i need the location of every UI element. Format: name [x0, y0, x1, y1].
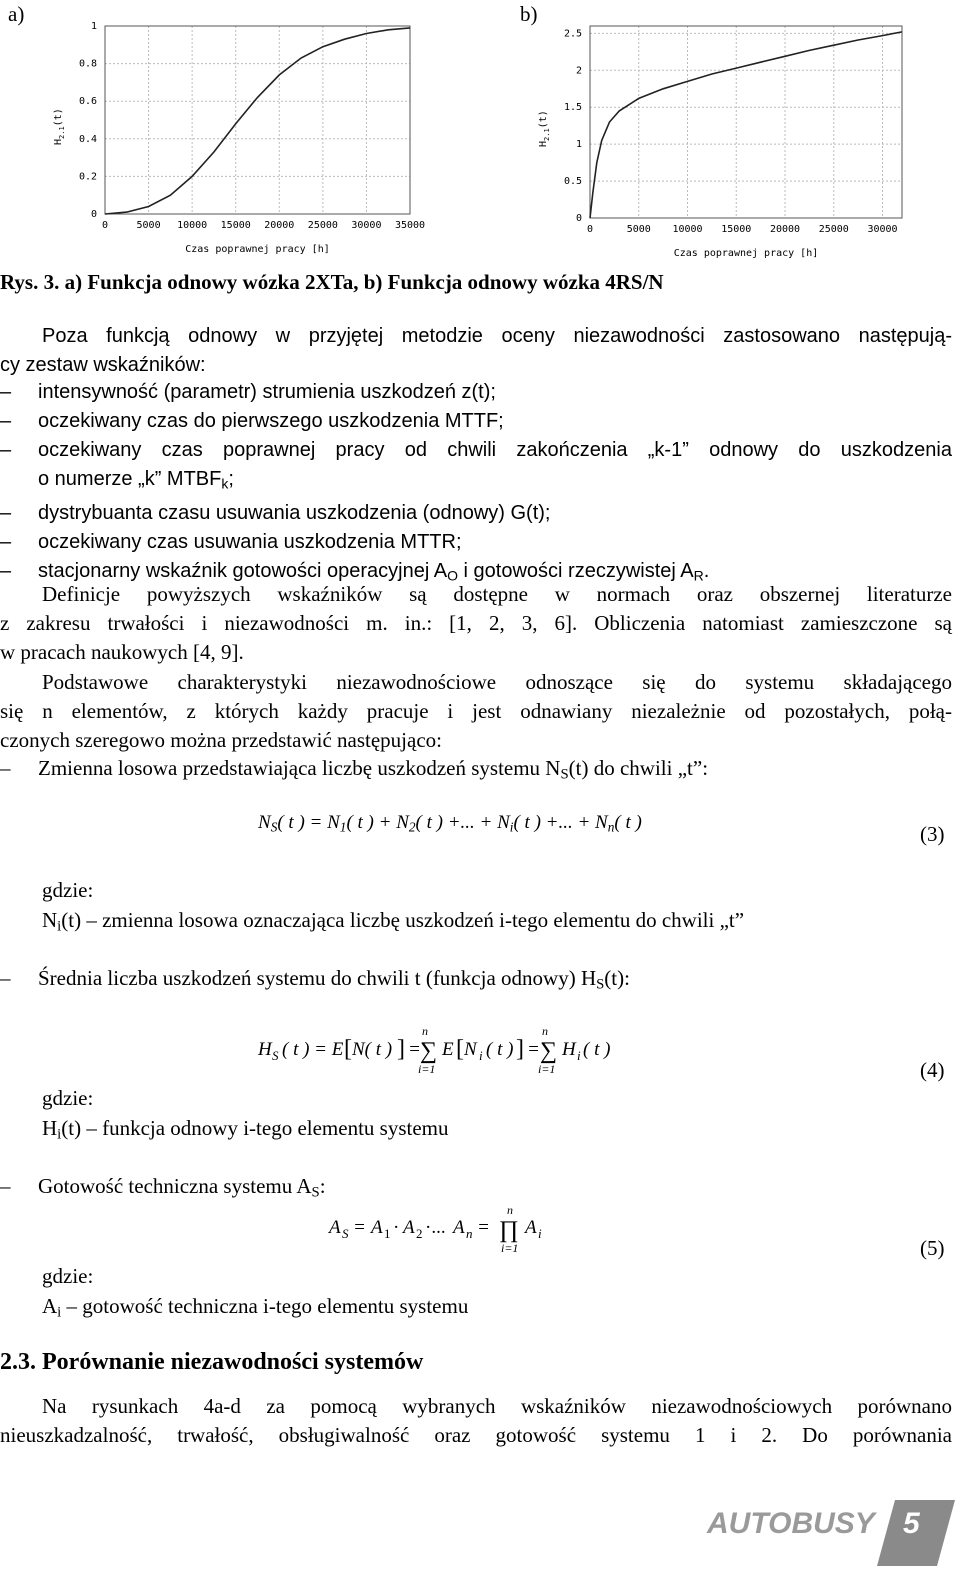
svg-text:A: A: [329, 1217, 341, 1238]
paragraph-3-line-2: się n elementów, z których każdy pracuje i jest odnawiany niezależnie od pozostałych, połą-: [0, 699, 952, 723]
subscript: S: [560, 766, 569, 783]
subscript: i: [57, 1304, 62, 1321]
paragraph-1-line-2: cy zestaw wskaźników:: [0, 354, 206, 376]
list-dash: –: [0, 530, 12, 553]
list-item: [0, 407, 952, 436]
svg-text:=: =: [527, 1039, 540, 1060]
list-item: [0, 499, 952, 528]
svg-text:∏: ∏: [499, 1217, 519, 1243]
list-dash: –: [0, 410, 12, 432]
definition-text: H: [42, 1116, 58, 1140]
x-tick-label: 10000: [177, 220, 208, 231]
list-item-text: i gotowości rzeczywistej A: [457, 559, 694, 582]
y-tick-label: 0.5: [563, 176, 582, 188]
definition-text: – gotowość techniczna i-tego elementu systemu: [61, 1294, 469, 1318]
figure-label-b: b): [520, 2, 538, 26]
svg-text:S: S: [342, 1226, 349, 1241]
definition-ai: [42, 1292, 468, 1328]
plot-frame: [590, 26, 902, 218]
list-item: [0, 436, 952, 465]
svg-text:N( t ): N( t ): [352, 1039, 393, 1060]
x-tick-label: 5000: [136, 220, 161, 231]
x-tick-label: 30000: [351, 220, 382, 231]
svg-text:1: 1: [384, 1226, 391, 1241]
subscript: i: [57, 1126, 62, 1143]
svg-text:E: E: [442, 1039, 454, 1060]
where-label: gdzie:: [42, 1086, 94, 1110]
series-line: [105, 28, 410, 214]
subscript: i: [57, 918, 62, 935]
equation-3-number: (3): [920, 822, 945, 846]
svg-text:n: n: [466, 1226, 473, 1241]
x-tick-label: 20000: [264, 220, 295, 231]
svg-text:( t ) = E: ( t ) = E: [282, 1039, 344, 1060]
paragraph-4-line-2: nieuszkadzalność, trwałość, obsługiwalność oraz gotowość systemu 1 i 2. Do porównania: [0, 1423, 952, 1447]
x-tick-label: 0: [101, 220, 109, 231]
plot-frame: [105, 26, 410, 214]
svg-text:A: A: [453, 1217, 465, 1238]
definition-hi: [42, 1114, 449, 1150]
svg-text:]: ]: [397, 1036, 405, 1062]
list-dash: –: [0, 966, 11, 990]
chart-a: [40, 18, 426, 266]
where-label: gdzie:: [42, 878, 94, 902]
list-item-text: intensywność (parametr) strumienia uszkodzeń z(t);: [38, 381, 496, 403]
list-dash: –: [0, 501, 12, 524]
x-tick-label: 5000: [626, 224, 651, 235]
bullet-text: Zmienna losowa przedstawiająca liczbę uszkodzeń systemu N: [38, 756, 561, 780]
svg-text:i=1: i=1: [538, 1062, 556, 1076]
list-item-text: oczekiwany czas poprawnej pracy od chwili zakończenia „k-1” odnowy do uszkodzenia: [38, 439, 952, 461]
svg-text:i: i: [479, 1048, 483, 1063]
section-heading: 2.3. Porównanie niezawodności systemów: [0, 1349, 424, 1375]
x-tick-label: 0: [586, 224, 594, 235]
definition-text: (t) – zmienna losowa oznaczająca liczbę uszkodzeń i-tego elementu do chwili „t”: [61, 908, 745, 932]
definition-ni: [42, 906, 744, 942]
paragraph-4-line-1: Na rysunkach 4a-d za pomocą wybranych wskaźników niezawodnościowych porównano: [42, 1394, 952, 1418]
indicator-list: [0, 378, 952, 590]
y-tick-label: 1: [90, 21, 97, 32]
bullet-text: :: [319, 1174, 326, 1198]
where-label: gdzie:: [42, 1264, 94, 1288]
svg-text:H: H: [562, 1039, 576, 1060]
svg-text:N: N: [464, 1039, 477, 1060]
y-tick-label: 2.5: [563, 28, 582, 40]
figure-label-a: a): [8, 2, 25, 26]
subscript: O: [447, 567, 458, 583]
subscript: k: [221, 475, 229, 492]
figure-caption: Rys. 3. a) Funkcja odnowy wózka 2XTa, b) Funkcja odnowy wózka 4RS/N: [0, 270, 664, 294]
list-item-text: stacjonarny wskaźnik gotowości operacyjnej A: [38, 559, 448, 582]
brand-text: AUTOBUSY: [707, 1507, 875, 1540]
paragraph-1-line-1: Poza funkcją odnowy w przyjętej metodzie oceny niezawodności zastosowano następują-: [42, 325, 952, 347]
svg-text:A: A: [525, 1217, 537, 1238]
list-item: [0, 528, 952, 557]
definition-text: N: [42, 908, 58, 932]
svg-text:n: n: [507, 1203, 513, 1217]
bullet-text: (t):: [604, 966, 630, 990]
bullet-hs: [0, 964, 630, 1000]
x-axis-label: Czas poprawnej pracy [h]: [185, 244, 330, 255]
svg-text:·: ·: [393, 1217, 400, 1238]
paragraph-4: [0, 1392, 952, 1450]
subscript: S: [596, 976, 605, 993]
subscript: S: [311, 1184, 320, 1201]
list-item-text: o numerze „k” MTBF: [38, 468, 222, 490]
paragraph-2-line-3: w pracach naukowych [4, 9].: [0, 640, 244, 664]
paragraph-2-line-1: Definicje powyższych wskaźników są dostępne w normach oraz obszernej literaturze: [42, 582, 952, 606]
y-tick-label: 1: [575, 139, 582, 151]
svg-text:H: H: [258, 1039, 272, 1060]
svg-text:[: [: [344, 1036, 352, 1062]
bullet-text: (t) do chwili „t”:: [568, 756, 709, 780]
svg-text:i=1: i=1: [418, 1062, 436, 1076]
y-axis-label: $H_{2.1}(t)$: [538, 110, 551, 147]
x-tick-label: 35000: [394, 220, 426, 231]
x-tick-label: 20000: [769, 224, 801, 235]
equation-3: $N_S$( t ) = $N_1$( t ) + $N_2$( t ) +... + $N_i$( t ) +... + $N_n$( t ): [258, 812, 642, 835]
list-item-text: oczekiwany czas do pierwszego uszkodzenia MTTF;: [38, 410, 504, 432]
svg-text:]: ]: [516, 1036, 524, 1062]
list-item-text: .: [703, 559, 710, 582]
svg-text:A: A: [371, 1217, 383, 1238]
paragraph-2: [0, 580, 952, 667]
bullet-text: Średnia liczba uszkodzeń systemu do chwili t (funkcja odnowy) H: [38, 966, 597, 990]
svg-text:=: =: [477, 1217, 490, 1238]
x-tick-label: 25000: [818, 224, 849, 235]
equation-5: [325, 1200, 585, 1260]
x-tick-label: 15000: [721, 224, 752, 235]
chart-b: [525, 18, 910, 266]
x-tick-label: 30000: [867, 224, 898, 235]
svg-text:∑: ∑: [420, 1038, 438, 1064]
series-line: [590, 32, 902, 218]
svg-text:[: [: [456, 1036, 464, 1062]
y-tick-label: 2: [575, 65, 582, 77]
list-dash: –: [0, 381, 12, 403]
definition-text: (t) – funkcja odnowy i-tego elementu systemu: [61, 1116, 449, 1140]
definition-text: A: [42, 1294, 58, 1318]
x-axis-label: Czas poprawnej pracy [h]: [673, 248, 819, 259]
svg-text:n: n: [542, 1024, 548, 1038]
list-item-text: ;: [228, 468, 234, 490]
y-tick-label: 0.8: [78, 58, 97, 70]
svg-text:i: i: [538, 1226, 542, 1241]
page-number: 5: [903, 1507, 920, 1540]
svg-text:n: n: [422, 1024, 428, 1038]
subscript: R: [693, 567, 704, 583]
autobusy-logo: [705, 1500, 955, 1566]
x-tick-label: 15000: [220, 220, 251, 231]
list-dash: –: [0, 1174, 11, 1198]
svg-text:i=1: i=1: [501, 1241, 519, 1255]
paragraph-3-line-3: czonych szeregowo można przedstawić następująco:: [0, 728, 442, 752]
svg-text:2: 2: [416, 1226, 423, 1241]
svg-text:=: =: [353, 1217, 366, 1238]
y-tick-label: 1.5: [563, 102, 582, 114]
list-dash: –: [0, 439, 12, 461]
paragraph-2-line-2: z zakresu trwałości i niezawodności m. in.: [1, 2, 3, 6]. Obliczenia natomiast zamieszczone są: [0, 611, 952, 635]
svg-text:A: A: [403, 1217, 415, 1238]
equation-4-number: (4): [920, 1058, 945, 1082]
y-tick-label: 0.6: [78, 96, 97, 108]
footer-logo: [705, 1500, 955, 1566]
bullet-as: [0, 1172, 326, 1208]
list-item: [0, 378, 952, 407]
list-dash: –: [0, 559, 12, 582]
x-tick-label: 10000: [672, 224, 703, 235]
y-tick-label: 0.2: [78, 171, 97, 183]
svg-text:( t ): ( t ): [583, 1039, 611, 1060]
svg-text:i: i: [577, 1048, 581, 1063]
paragraph-3: [0, 668, 952, 755]
list-item-text: dystrybuanta czasu usuwania uszkodzenia (odnowy) G(t);: [38, 501, 551, 524]
paragraph-1: [0, 322, 952, 380]
list-dash: –: [0, 756, 11, 780]
svg-text:( t ): ( t ): [486, 1039, 514, 1060]
y-tick-label: 0.4: [78, 133, 97, 145]
bullet-ns: [0, 754, 708, 790]
y-tick-label: 0: [90, 209, 97, 220]
equation-5-number: (5): [920, 1236, 945, 1260]
svg-text:·...: ·...: [425, 1217, 446, 1238]
svg-text:S: S: [272, 1048, 279, 1063]
equation-4: [250, 1020, 630, 1080]
bullet-text: Gotowość techniczna systemu A: [38, 1174, 312, 1198]
paragraph-3-line-1: Podstawowe charakterystyki niezawodnościowe odnoszące się do systemu składającego: [42, 670, 952, 694]
y-axis-label: $H_{2.1}(t)$: [53, 108, 66, 145]
svg-text:=: =: [408, 1039, 421, 1060]
list-item-continuation: [0, 465, 952, 499]
y-tick-label: 0: [575, 213, 582, 224]
svg-text:∑: ∑: [540, 1038, 558, 1064]
list-item-text: oczekiwany czas usuwania uszkodzenia MTTR;: [38, 530, 462, 553]
x-tick-label: 25000: [307, 220, 338, 231]
